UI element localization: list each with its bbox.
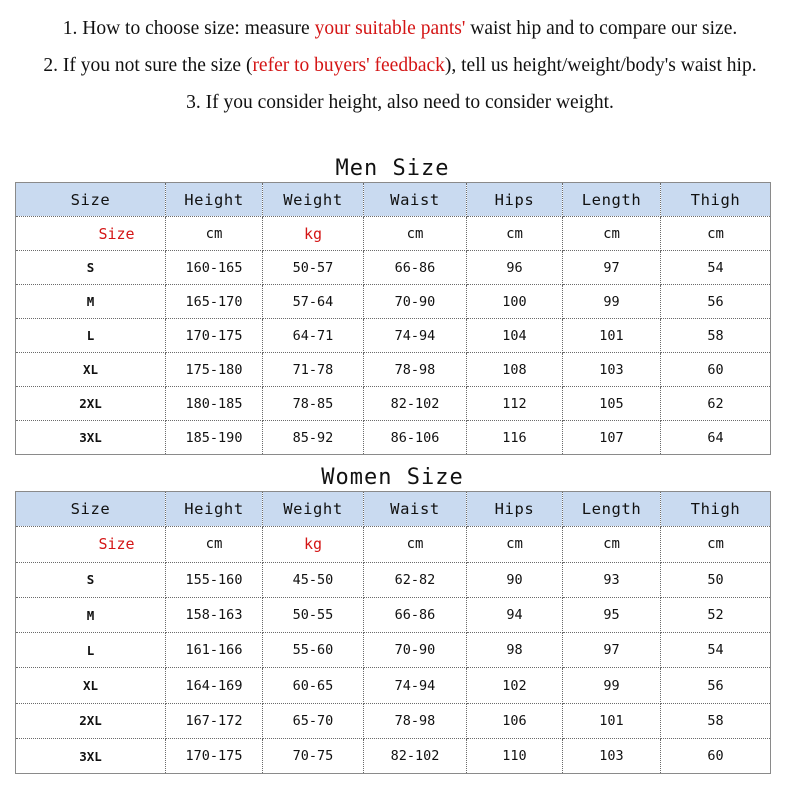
instruction-line-2 bbox=[0, 47, 800, 84]
table-cell: 65-70 bbox=[263, 703, 364, 738]
table-cell: 71-78 bbox=[263, 353, 364, 387]
table-row bbox=[16, 739, 771, 774]
table-cell: 112 bbox=[467, 387, 563, 421]
table-cell: 70-90 bbox=[364, 285, 467, 319]
table-cell: 96 bbox=[467, 251, 563, 285]
unit-cell: cm bbox=[563, 527, 661, 562]
size-instructions bbox=[0, 10, 800, 121]
table-cell: 110 bbox=[467, 739, 563, 774]
table-cell: 170-175 bbox=[166, 319, 263, 353]
size-label-cell: S bbox=[16, 562, 166, 597]
table-row bbox=[16, 562, 771, 597]
unit-cell: Size bbox=[16, 217, 166, 251]
table-cell: 66-86 bbox=[364, 597, 467, 632]
size-label-cell: XL bbox=[16, 353, 166, 387]
column-header: Weight bbox=[263, 492, 364, 527]
size-label-cell: 2XL bbox=[16, 387, 166, 421]
table-cell: 99 bbox=[563, 285, 661, 319]
size-label-cell: L bbox=[16, 633, 166, 668]
table-row bbox=[16, 703, 771, 738]
size-label-cell: 3XL bbox=[16, 421, 166, 455]
table-cell: 165-170 bbox=[166, 285, 263, 319]
table-cell: 70-90 bbox=[364, 633, 467, 668]
table-cell: 66-86 bbox=[364, 251, 467, 285]
table-cell: 104 bbox=[467, 319, 563, 353]
table-row bbox=[16, 633, 771, 668]
table-cell: 170-175 bbox=[166, 739, 263, 774]
table-cell: 185-190 bbox=[166, 421, 263, 455]
table-cell: 62-82 bbox=[364, 562, 467, 597]
table-cell: 50-57 bbox=[263, 251, 364, 285]
instruction-text: 3. If you consider height, also need to consider weight. bbox=[186, 92, 614, 113]
table-cell: 45-50 bbox=[263, 562, 364, 597]
table-cell: 103 bbox=[563, 353, 661, 387]
table-cell: 74-94 bbox=[364, 668, 467, 703]
table-cell: 62 bbox=[661, 387, 771, 421]
men-size-title: Men Size bbox=[335, 156, 450, 181]
unit-cell: cm bbox=[364, 527, 467, 562]
instruction-text: 2. If you not sure the size ( bbox=[43, 55, 253, 76]
table-row bbox=[16, 285, 771, 319]
table-cell: 105 bbox=[563, 387, 661, 421]
table-cell: 60-65 bbox=[263, 668, 364, 703]
table-unit-row bbox=[16, 527, 771, 562]
table-cell: 97 bbox=[563, 251, 661, 285]
table-cell: 54 bbox=[661, 251, 771, 285]
table-unit-row bbox=[16, 217, 771, 251]
instruction-highlight: your suitable pants' bbox=[314, 18, 466, 39]
table-cell: 101 bbox=[563, 703, 661, 738]
table-cell: 116 bbox=[467, 421, 563, 455]
unit-cell: cm bbox=[467, 527, 563, 562]
table-cell: 98 bbox=[467, 633, 563, 668]
table-cell: 56 bbox=[661, 668, 771, 703]
table-cell: 106 bbox=[467, 703, 563, 738]
table-cell: 74-94 bbox=[364, 319, 467, 353]
table-cell: 78-98 bbox=[364, 353, 467, 387]
column-header: Length bbox=[563, 183, 661, 217]
size-label-cell: L bbox=[16, 319, 166, 353]
unit-cell: Size bbox=[16, 527, 166, 562]
table-row bbox=[16, 421, 771, 455]
column-header: Thigh bbox=[661, 183, 771, 217]
column-header: Height bbox=[166, 492, 263, 527]
table-cell: 82-102 bbox=[364, 387, 467, 421]
table-header-row bbox=[16, 492, 771, 527]
table-cell: 94 bbox=[467, 597, 563, 632]
instruction-text: waist hip and to compare our size. bbox=[465, 18, 738, 39]
women-size-chart bbox=[15, 458, 770, 774]
instruction-line-1 bbox=[0, 10, 800, 47]
column-header: Waist bbox=[364, 492, 467, 527]
table-row bbox=[16, 387, 771, 421]
table-cell: 78-98 bbox=[364, 703, 467, 738]
table-cell: 82-102 bbox=[364, 739, 467, 774]
column-header: Height bbox=[166, 183, 263, 217]
column-header: Thigh bbox=[661, 492, 771, 527]
table-cell: 60 bbox=[661, 739, 771, 774]
column-header: Waist bbox=[364, 183, 467, 217]
column-header: Size bbox=[16, 492, 166, 527]
table-cell: 100 bbox=[467, 285, 563, 319]
table-cell: 175-180 bbox=[166, 353, 263, 387]
unit-cell: cm bbox=[467, 217, 563, 251]
table-cell: 50-55 bbox=[263, 597, 364, 632]
table-row bbox=[16, 597, 771, 632]
table-header-row bbox=[16, 183, 771, 217]
table-cell: 55-60 bbox=[263, 633, 364, 668]
table-cell: 54 bbox=[661, 633, 771, 668]
men-size-table bbox=[15, 182, 771, 455]
table-cell: 50 bbox=[661, 562, 771, 597]
unit-cell: cm bbox=[563, 217, 661, 251]
table-cell: 57-64 bbox=[263, 285, 364, 319]
column-header: Weight bbox=[263, 183, 364, 217]
table-cell: 155-160 bbox=[166, 562, 263, 597]
table-row bbox=[16, 353, 771, 387]
table-cell: 85-92 bbox=[263, 421, 364, 455]
table-cell: 160-165 bbox=[166, 251, 263, 285]
table-cell: 108 bbox=[467, 353, 563, 387]
table-cell: 97 bbox=[563, 633, 661, 668]
column-header: Hips bbox=[467, 492, 563, 527]
table-cell: 64-71 bbox=[263, 319, 364, 353]
women-size-table bbox=[15, 491, 771, 774]
table-cell: 99 bbox=[563, 668, 661, 703]
table-cell: 78-85 bbox=[263, 387, 364, 421]
table-cell: 161-166 bbox=[166, 633, 263, 668]
table-cell: 180-185 bbox=[166, 387, 263, 421]
table-cell: 158-163 bbox=[166, 597, 263, 632]
table-cell: 56 bbox=[661, 285, 771, 319]
table-cell: 86-106 bbox=[364, 421, 467, 455]
table-cell: 64 bbox=[661, 421, 771, 455]
size-label-cell: M bbox=[16, 285, 166, 319]
instruction-line-3 bbox=[0, 84, 800, 121]
size-label-cell: 2XL bbox=[16, 703, 166, 738]
table-cell: 90 bbox=[467, 562, 563, 597]
unit-cell: cm bbox=[166, 217, 263, 251]
table-row bbox=[16, 251, 771, 285]
table-cell: 103 bbox=[563, 739, 661, 774]
unit-cell: cm bbox=[661, 217, 771, 251]
table-cell: 102 bbox=[467, 668, 563, 703]
size-label-cell: S bbox=[16, 251, 166, 285]
table-cell: 70-75 bbox=[263, 739, 364, 774]
table-cell: 95 bbox=[563, 597, 661, 632]
unit-cell: cm bbox=[166, 527, 263, 562]
table-cell: 107 bbox=[563, 421, 661, 455]
women-size-title: Women Size bbox=[321, 465, 464, 490]
size-label-cell: M bbox=[16, 597, 166, 632]
table-cell: 164-169 bbox=[166, 668, 263, 703]
instruction-highlight: refer to buyers' feedback bbox=[252, 55, 445, 76]
size-label-cell: XL bbox=[16, 668, 166, 703]
column-header: Hips bbox=[467, 183, 563, 217]
unit-cell: kg bbox=[263, 217, 364, 251]
instruction-text: ), tell us height/weight/body's waist hip. bbox=[444, 55, 757, 76]
table-cell: 60 bbox=[661, 353, 771, 387]
table-cell: 101 bbox=[563, 319, 661, 353]
table-cell: 93 bbox=[563, 562, 661, 597]
unit-cell: kg bbox=[263, 527, 364, 562]
unit-cell: cm bbox=[661, 527, 771, 562]
size-label-cell: 3XL bbox=[16, 739, 166, 774]
column-header: Size bbox=[16, 183, 166, 217]
table-cell: 58 bbox=[661, 319, 771, 353]
column-header: Length bbox=[563, 492, 661, 527]
table-row bbox=[16, 319, 771, 353]
table-cell: 52 bbox=[661, 597, 771, 632]
unit-cell: cm bbox=[364, 217, 467, 251]
table-row bbox=[16, 668, 771, 703]
instruction-text: 1. How to choose size: measure bbox=[62, 18, 315, 39]
men-size-chart bbox=[15, 149, 770, 455]
table-cell: 58 bbox=[661, 703, 771, 738]
table-cell: 167-172 bbox=[166, 703, 263, 738]
